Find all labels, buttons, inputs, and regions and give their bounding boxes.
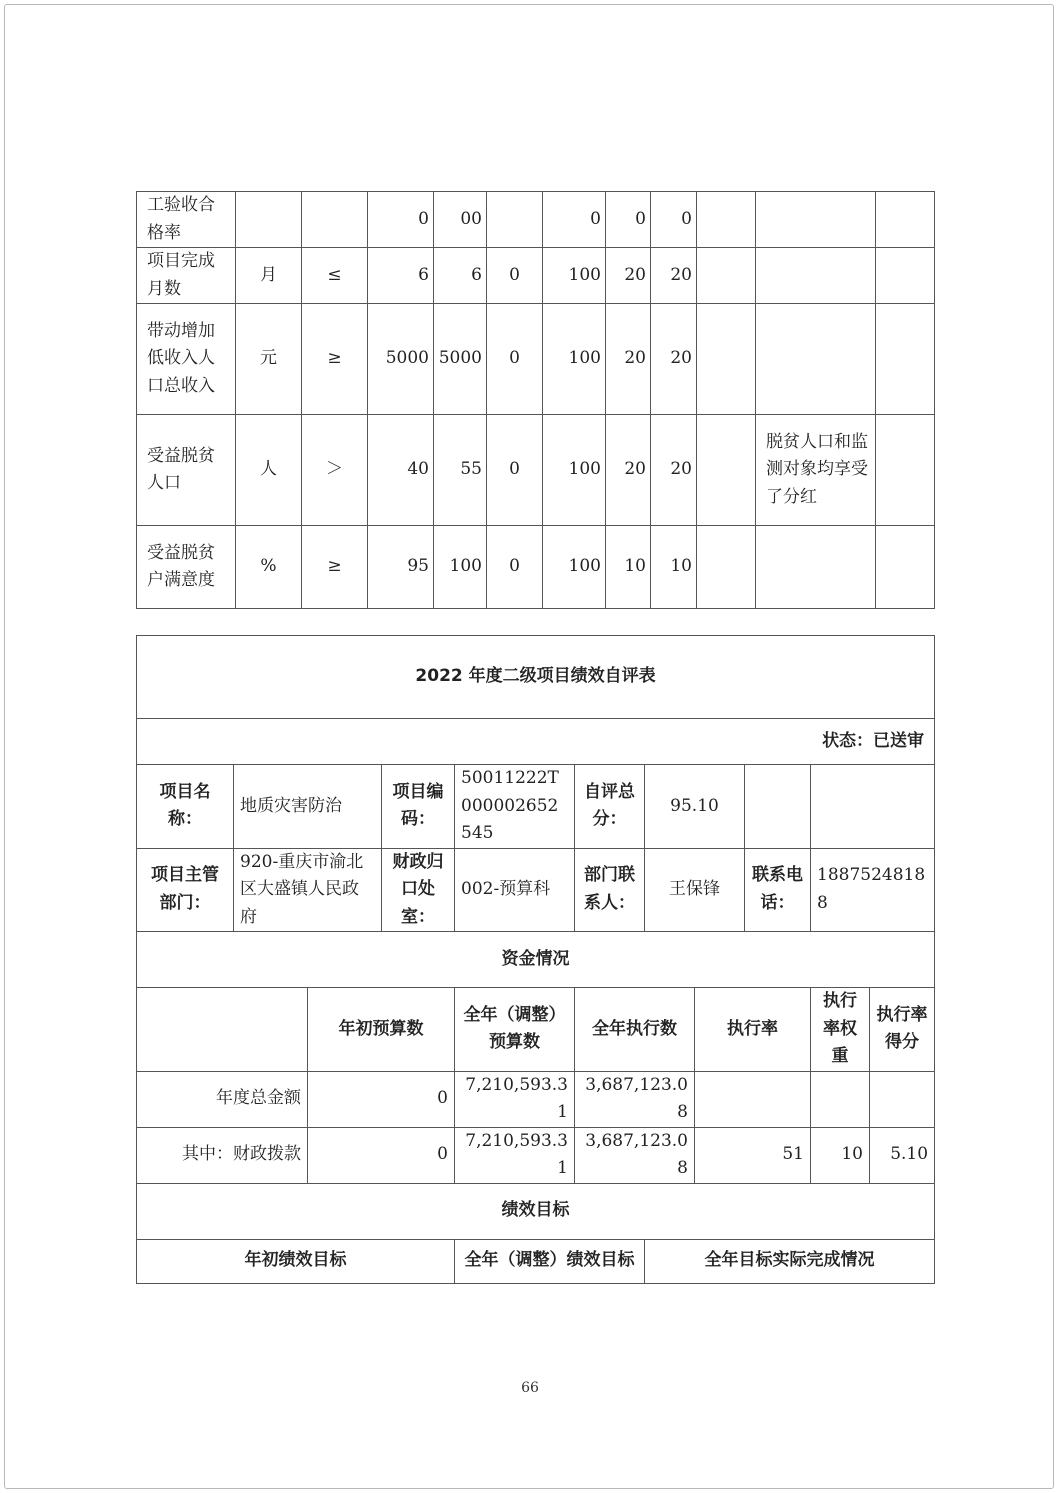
indicator-deviation	[487, 192, 543, 248]
indicator-actual: 55	[434, 415, 487, 526]
indicator-full-score: 0	[543, 192, 606, 248]
indicator-blank	[876, 526, 935, 609]
indicator-weight: 0	[606, 192, 651, 248]
funds-row-adjusted: 7,210,593.31	[455, 1127, 575, 1183]
score-value: 95.10	[645, 765, 745, 849]
project-name: 地质灾害防治	[234, 765, 382, 849]
indicator-blank	[876, 248, 935, 304]
indicator-weight: 20	[606, 248, 651, 304]
indicator-target: 0	[368, 192, 434, 248]
indicator-operator: ＞	[302, 415, 368, 526]
indicator-operator	[302, 192, 368, 248]
indicator-target: 5000	[368, 304, 434, 415]
goals-header-initial: 年初绩效目标	[137, 1239, 455, 1283]
indicator-name: 项目完成月数	[137, 248, 236, 304]
funds-row-weight: 10	[811, 1127, 870, 1183]
indicator-blank	[876, 304, 935, 415]
funds-row-label: 其中：财政拨款	[137, 1127, 308, 1183]
funds-row-score: 5.10	[870, 1127, 935, 1183]
indicator-score: 20	[651, 304, 697, 415]
project-code-label: 项目编码：	[382, 765, 455, 849]
finance-value: 002-预算科	[455, 848, 575, 932]
dept-value: 920-重庆市渝北区大盛镇人民政府	[234, 848, 382, 932]
indicator-full-score: 100	[543, 526, 606, 609]
indicator-weight: 20	[606, 304, 651, 415]
indicator-score: 10	[651, 526, 697, 609]
indicator-note	[756, 192, 876, 248]
status-badge: 状态：已送审	[137, 719, 935, 765]
funds-header-initial: 年初预算数	[308, 988, 455, 1072]
self-evaluation-form	[136, 635, 935, 1284]
funds-row-executed: 3,687,123.08	[575, 1127, 695, 1183]
indicator-name: 工验收合格率	[137, 192, 236, 248]
table-row	[137, 192, 935, 248]
funds-row-adjusted: 7,210,593.31	[455, 1071, 575, 1127]
funds-row-rate: 51	[695, 1127, 811, 1183]
indicator-blank	[697, 304, 756, 415]
empty-cell	[811, 765, 935, 849]
indicator-full-score: 100	[543, 415, 606, 526]
indicator-actual: 00	[434, 192, 487, 248]
indicator-score: 20	[651, 248, 697, 304]
indicator-table	[136, 191, 935, 609]
indicator-score: 20	[651, 415, 697, 526]
indicator-target: 95	[368, 526, 434, 609]
indicator-note	[756, 304, 876, 415]
contact-value: 王保锋	[645, 848, 745, 932]
indicator-target: 6	[368, 248, 434, 304]
indicator-full-score: 100	[543, 304, 606, 415]
funds-header-adjusted: 全年（调整）预算数	[455, 988, 575, 1072]
indicator-blank	[697, 526, 756, 609]
indicator-actual: 100	[434, 526, 487, 609]
indicator-actual: 6	[434, 248, 487, 304]
indicator-unit: 人	[236, 415, 302, 526]
indicator-weight: 10	[606, 526, 651, 609]
indicator-name: 受益脱贫人口	[137, 415, 236, 526]
indicator-operator: ≥	[302, 304, 368, 415]
indicator-name: 带动增加低收入人口总收入	[137, 304, 236, 415]
funds-header-score: 执行率得分	[870, 988, 935, 1072]
indicator-note: 脱贫人口和监测对象均享受了分红	[756, 415, 876, 526]
indicator-unit: 月	[236, 248, 302, 304]
phone-value: 18875248188	[811, 848, 935, 932]
project-name-label: 项目名称：	[137, 765, 234, 849]
indicator-weight: 20	[606, 415, 651, 526]
indicator-score: 0	[651, 192, 697, 248]
table-row	[137, 526, 935, 609]
indicator-blank	[876, 415, 935, 526]
form-title: 2022 年度二级项目绩效自评表	[137, 636, 935, 719]
indicator-deviation: 0	[487, 526, 543, 609]
empty-cell	[745, 765, 811, 849]
indicator-operator: ≤	[302, 248, 368, 304]
indicator-deviation: 0	[487, 304, 543, 415]
funds-row-initial: 0	[308, 1127, 455, 1183]
funds-row-initial: 0	[308, 1071, 455, 1127]
funds-header-weight: 执行率权重	[811, 988, 870, 1072]
funds-row-executed: 3,687,123.08	[575, 1071, 695, 1127]
indicator-blank	[697, 248, 756, 304]
dept-label: 项目主管部门：	[137, 848, 234, 932]
indicator-unit: %	[236, 526, 302, 609]
funds-header-executed: 全年执行数	[575, 988, 695, 1072]
contact-label: 部门联系人：	[575, 848, 645, 932]
goals-header-actual: 全年目标实际完成情况	[645, 1239, 935, 1283]
indicator-blank	[876, 192, 935, 248]
indicator-note	[756, 248, 876, 304]
funds-row-score	[870, 1071, 935, 1127]
goals-header-adjusted: 全年（调整）绩效目标	[455, 1239, 645, 1283]
funds-row-weight	[811, 1071, 870, 1127]
funds-row-label: 年度总金额	[137, 1071, 308, 1127]
finance-label: 财政归口处室：	[382, 848, 455, 932]
indicator-target: 40	[368, 415, 434, 526]
score-label: 自评总分：	[575, 765, 645, 849]
indicator-deviation: 0	[487, 415, 543, 526]
project-code: 50011222T000002652545	[455, 765, 575, 849]
indicator-name: 受益脱贫户满意度	[137, 526, 236, 609]
indicator-full-score: 100	[543, 248, 606, 304]
funds-row-rate	[695, 1071, 811, 1127]
funds-header-blank	[137, 988, 308, 1072]
goals-section-title: 绩效目标	[137, 1183, 935, 1239]
funds-section-title: 资金情况	[137, 932, 935, 988]
indicator-unit: 元	[236, 304, 302, 415]
indicator-blank	[697, 415, 756, 526]
indicator-actual: 5000	[434, 304, 487, 415]
indicator-deviation: 0	[487, 248, 543, 304]
indicator-unit	[236, 192, 302, 248]
indicator-blank	[697, 192, 756, 248]
table-row	[137, 1127, 935, 1183]
table-row	[137, 248, 935, 304]
table-row	[137, 304, 935, 415]
indicator-note	[756, 526, 876, 609]
page-number: 66	[521, 1380, 539, 1396]
funds-header-rate: 执行率	[695, 988, 811, 1072]
table-row	[137, 415, 935, 526]
indicator-operator: ≥	[302, 526, 368, 609]
phone-label: 联系电话：	[745, 848, 811, 932]
table-row	[137, 1071, 935, 1127]
